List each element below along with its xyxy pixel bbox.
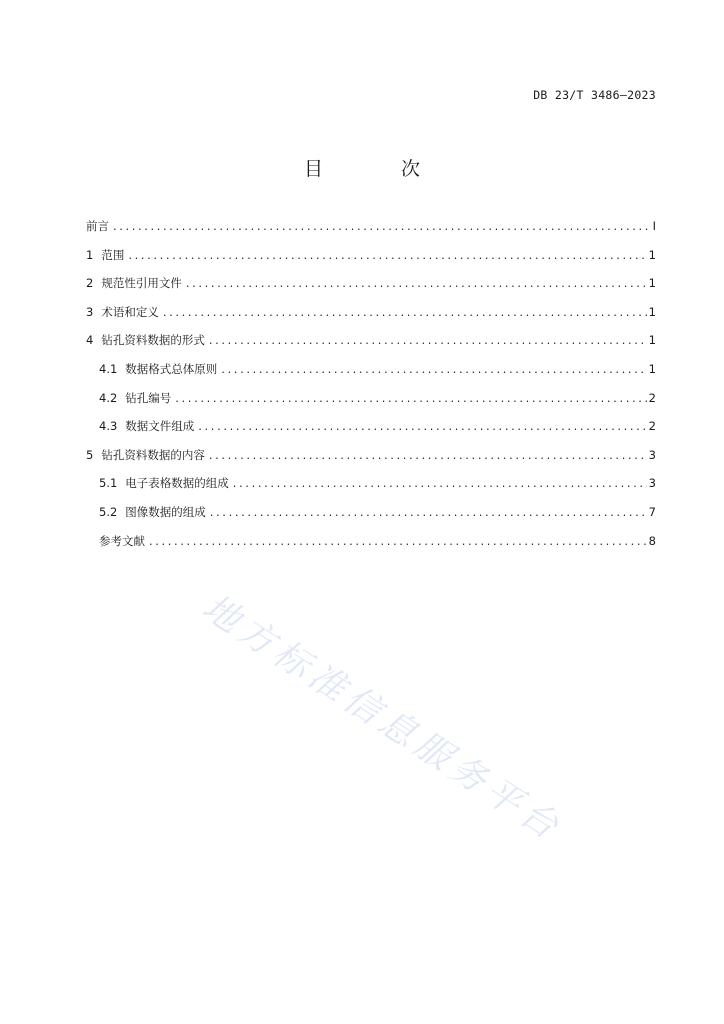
toc-dot-leader — [233, 476, 647, 490]
toc-entry-number: 4.1 — [99, 361, 118, 376]
toc-entry-page: I — [652, 219, 656, 233]
toc-dot-leader — [221, 362, 646, 376]
toc-title: 目 次 — [303, 158, 457, 180]
toc-entry-number: 4 — [86, 333, 94, 348]
toc-entry-page: 7 — [648, 504, 656, 519]
toc-entry-foreword[interactable] — [86, 218, 656, 247]
toc-entry-4-2[interactable] — [86, 390, 656, 419]
toc-entry-number: 3 — [86, 304, 94, 319]
toc-entry-references[interactable] — [86, 533, 656, 562]
toc-dot-leader — [128, 248, 646, 262]
toc-dot-leader — [209, 333, 647, 347]
toc-entry-page: 2 — [648, 390, 656, 405]
table-of-contents — [86, 218, 656, 561]
toc-entry-number: 5.2 — [99, 504, 118, 519]
standard-code: DB 23/T 3486—2023 — [533, 88, 656, 102]
toc-entry-page: 1 — [648, 361, 656, 376]
toc-entry-page: 2 — [648, 419, 656, 434]
watermark: 地方标准信息服务平台 — [195, 586, 570, 851]
toc-entry-label: 术语和定义 — [101, 304, 159, 319]
toc-entry-number: 4.2 — [99, 390, 118, 405]
toc-entry-page: 1 — [648, 276, 656, 291]
toc-entry-label: 规范性引用文件 — [101, 276, 182, 291]
toc-entry-label: 电子表格数据的组成 — [125, 476, 229, 491]
toc-entry-number: 5 — [86, 447, 94, 462]
toc-entry-number: 2 — [86, 276, 94, 291]
toc-dot-leader — [186, 276, 647, 290]
toc-entry-5[interactable] — [86, 447, 656, 476]
toc-entry-label: 数据格式总体原则 — [125, 361, 218, 376]
toc-entry-3[interactable] — [86, 304, 656, 333]
toc-entry-5-1[interactable] — [86, 475, 656, 504]
toc-entry-1[interactable] — [86, 247, 656, 276]
toc-entry-number: 4.3 — [99, 419, 118, 434]
toc-entry-page: 1 — [648, 247, 656, 262]
toc-entry-label: 图像数据的组成 — [125, 504, 206, 519]
toc-dot-leader — [163, 305, 647, 319]
toc-entry-number: 1 — [86, 247, 94, 262]
toc-entry-4-1[interactable] — [86, 361, 656, 390]
toc-entry-4-3[interactable] — [86, 418, 656, 447]
toc-entry-label: 参考文献 — [99, 533, 145, 548]
toc-entry-label: 范围 — [101, 247, 125, 262]
toc-entry-label: 钻孔编号 — [125, 390, 172, 405]
toc-dot-leader — [210, 505, 647, 519]
toc-dot-leader — [209, 448, 647, 462]
toc-entry-label: 钻孔资料数据的形式 — [101, 333, 205, 348]
toc-entry-label: 数据文件组成 — [125, 419, 195, 434]
toc-entry-number: 5.1 — [99, 476, 118, 491]
toc-entry-4[interactable] — [86, 332, 656, 361]
toc-dot-leader — [175, 391, 646, 405]
toc-dot-leader — [149, 534, 647, 548]
toc-entry-page: 1 — [648, 304, 656, 319]
toc-entry-2[interactable] — [86, 275, 656, 304]
toc-entry-label: 前言 — [86, 219, 109, 233]
toc-entry-page: 3 — [648, 447, 656, 462]
toc-entry-5-2[interactable] — [86, 504, 656, 533]
toc-entry-page: 8 — [648, 533, 656, 548]
toc-dot-leader — [113, 219, 648, 233]
toc-entry-label: 钻孔资料数据的内容 — [101, 447, 205, 462]
toc-dot-leader — [198, 419, 646, 433]
toc-entry-page: 1 — [648, 333, 656, 348]
toc-entry-page: 3 — [648, 476, 656, 491]
